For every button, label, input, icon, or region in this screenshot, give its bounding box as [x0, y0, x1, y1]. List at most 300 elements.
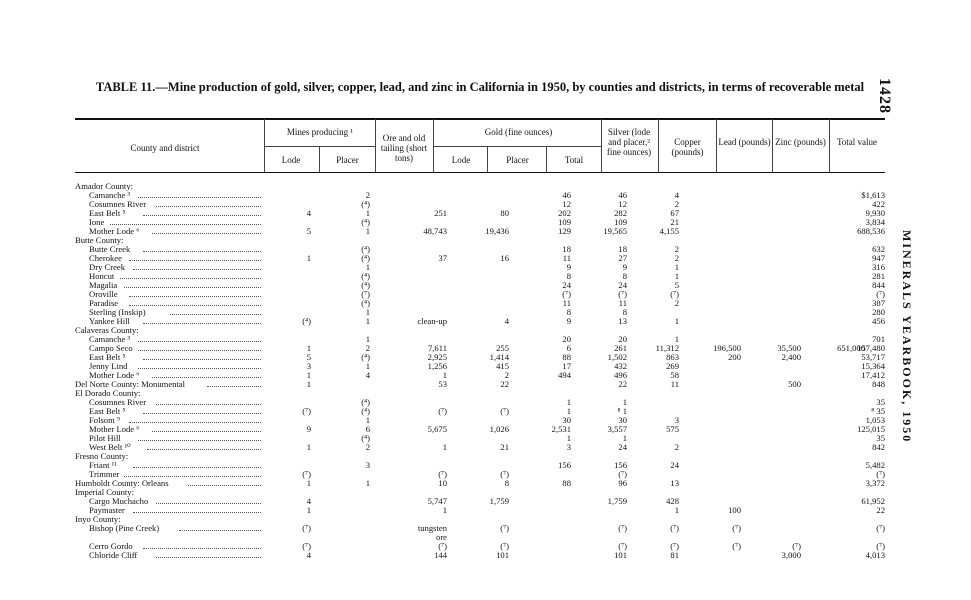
cell-gtotal: 96 — [618, 478, 627, 488]
cell-glode: 2 — [504, 370, 509, 380]
cell-silver: 2 — [674, 442, 679, 452]
cell-silver: 1 — [674, 271, 679, 281]
dot-leader — [138, 434, 261, 441]
row-name: Fresno County: — [75, 451, 129, 461]
dot-leader — [133, 461, 261, 468]
cell-gtotal: 3,557 — [607, 424, 627, 434]
table-row — [75, 182, 885, 191]
cell-lode: 1 — [306, 505, 311, 515]
row-name: Mother Lode ⁶ — [89, 424, 140, 434]
cell-gplacer: 12 — [562, 199, 571, 209]
table-row — [75, 425, 885, 434]
cell-silver: 5 — [674, 280, 679, 290]
cell-lode: 5 — [306, 226, 311, 236]
cell-lode: 4 — [306, 208, 311, 218]
cell-copper: (⁷) — [732, 541, 741, 551]
header-gold-lode: Lode — [451, 155, 471, 165]
cell-silver: 21 — [670, 217, 679, 227]
cell-glode: 101 — [496, 550, 509, 560]
row-name: East Belt ⁵ — [89, 208, 126, 218]
cell-glode: (⁷) — [500, 523, 509, 533]
dot-leader — [120, 272, 261, 279]
cell-gplacer: 1 — [566, 433, 571, 443]
cell-placer: (⁷) — [361, 289, 370, 299]
cell-gtotal: (⁷) — [618, 469, 627, 479]
cell-gtotal: 46 — [618, 190, 627, 200]
cell-gtotal: 18 — [618, 244, 627, 254]
row-name: Yankee Hill — [89, 316, 130, 326]
cell-silver: 863 — [666, 352, 679, 362]
dot-leader — [152, 425, 261, 432]
cell-total: (⁷) — [876, 469, 885, 479]
row-name: Honcut — [89, 271, 115, 281]
cell-total: 17,412 — [861, 370, 885, 380]
cell-gtotal: 1 — [622, 433, 627, 443]
cell-placer: 1 — [365, 316, 370, 326]
cell-silver: 81 — [670, 550, 679, 560]
cell-total: 61,952 — [861, 496, 885, 506]
cell-glode: 22 — [500, 379, 509, 389]
cell-lead: (⁷) — [792, 541, 801, 551]
cell-gtotal: 9 — [622, 262, 627, 272]
cell-placer: 1 — [365, 361, 370, 371]
cell-total: 157,480 — [857, 343, 885, 353]
cell-gtotal: 30 — [618, 415, 627, 425]
header-copper: Copper (pounds) — [671, 137, 704, 157]
table-row — [75, 299, 885, 308]
dot-leader — [143, 542, 261, 549]
table-row — [75, 533, 885, 542]
cell-placer: 1 — [365, 307, 370, 317]
row-name: Calaveras County: — [75, 325, 139, 335]
cell-gplacer: 20 — [562, 334, 571, 344]
cell-glode: 1,759 — [489, 496, 509, 506]
cell-lead: 2,400 — [781, 352, 801, 362]
row-name: Pilot Hill — [89, 433, 121, 443]
row-name: Cosumnes River — [89, 397, 147, 407]
cell-silver: 11,312 — [655, 343, 679, 353]
cell-gtotal: 8 — [622, 271, 627, 281]
cell-glode: 19,436 — [485, 226, 509, 236]
cell-gtotal: 109 — [614, 217, 627, 227]
cell-ore: 53 — [438, 379, 447, 389]
cell-total: (⁷) — [876, 523, 885, 533]
row-name: Bishop (Pine Creek) — [89, 523, 160, 533]
row-name: Butte Creek — [89, 244, 131, 254]
table-row — [75, 488, 885, 497]
cell-placer: 6 — [365, 424, 370, 434]
table-row — [75, 515, 885, 524]
cell-gtotal: (⁷) — [618, 523, 627, 533]
header-mines-lode: Lode — [281, 155, 301, 165]
cell-gtotal: 282 — [614, 208, 627, 218]
cell-gtotal: 19,565 — [603, 226, 627, 236]
row-name: Butte County: — [75, 235, 124, 245]
table-row — [75, 191, 885, 200]
header-gold-placer: Placer — [506, 155, 529, 165]
row-name: Camanche ³ — [89, 334, 130, 344]
cell-gtotal: 24 — [618, 280, 627, 290]
cell-gtotal: 156 — [614, 460, 627, 470]
row-name: Imperial County: — [75, 487, 134, 497]
dot-leader — [138, 191, 261, 198]
cell-lode: (⁷) — [302, 541, 311, 551]
cell-ore: ore — [436, 532, 447, 542]
cell-ore: 144 — [434, 550, 447, 560]
cell-placer: (⁴) — [361, 217, 370, 227]
cell-lode: 1 — [306, 343, 311, 353]
col-divider — [546, 147, 547, 172]
cell-placer: (⁴) — [361, 406, 370, 416]
cell-gplacer: 18 — [562, 244, 571, 254]
cell-total: 947 — [872, 253, 885, 263]
table-row — [75, 479, 885, 488]
cell-total: 848 — [872, 379, 885, 389]
cell-total: 22 — [876, 505, 885, 515]
header-lead: Lead (pounds) — [718, 137, 771, 147]
cell-placer: 2 — [365, 343, 370, 353]
cell-glode: 415 — [496, 361, 509, 371]
cell-ore: (⁷) — [438, 541, 447, 551]
cell-glode: 4 — [504, 316, 509, 326]
table-row — [75, 470, 885, 479]
cell-gplacer: 1 — [566, 406, 571, 416]
dot-leader — [133, 506, 261, 513]
cell-silver: 13 — [670, 478, 679, 488]
table-row — [75, 308, 885, 317]
cell-gtotal: 11 — [618, 298, 627, 308]
cell-placer: 1 — [365, 478, 370, 488]
cell-lead: 500 — [788, 379, 801, 389]
dot-leader — [179, 524, 261, 531]
cell-gplacer: 109 — [558, 217, 571, 227]
cell-lode: 1 — [306, 370, 311, 380]
col-divider — [658, 119, 659, 172]
cell-copper: 100 — [728, 505, 741, 515]
cell-lode: 4 — [306, 550, 311, 560]
table-row — [75, 272, 885, 281]
cell-lode: 1 — [306, 379, 311, 389]
cell-ore: 7,611 — [427, 343, 447, 353]
col-divider — [487, 147, 488, 172]
col-divider — [433, 119, 434, 172]
cell-placer: 2 — [365, 190, 370, 200]
cell-total: 9,930 — [865, 208, 885, 218]
cell-total: 125,015 — [857, 424, 885, 434]
cell-placer: (⁴) — [361, 433, 370, 443]
cell-silver: 1 — [674, 262, 679, 272]
running-head: MINERALS YEARBOOK, 1950 — [900, 230, 914, 444]
cell-total: (⁷) — [876, 541, 885, 551]
cell-gplacer: 11 — [562, 253, 571, 263]
cell-lead: 35,500 — [777, 343, 801, 353]
table-row — [75, 200, 885, 209]
cell-gplacer: 156 — [558, 460, 571, 470]
cell-placer: (⁴) — [361, 253, 370, 263]
cell-placer: (⁴) — [361, 271, 370, 281]
cell-glode: 21 — [500, 442, 509, 452]
dot-leader — [138, 335, 261, 342]
cell-lode: 3 — [306, 361, 311, 371]
cell-gtotal: 13 — [618, 316, 627, 326]
cell-total: 387 — [872, 298, 885, 308]
cell-placer: (⁴) — [361, 280, 370, 290]
cell-gtotal: 20 — [618, 334, 627, 344]
dot-leader — [129, 290, 261, 297]
cell-ore: 2,925 — [427, 352, 447, 362]
cell-gplacer: (⁷) — [562, 289, 571, 299]
header-ore: Ore and old tailing (short tons) — [380, 133, 428, 163]
cell-placer: 1 — [365, 226, 370, 236]
cell-total: 15,364 — [861, 361, 885, 371]
table-row — [75, 398, 885, 407]
cell-gtotal: 496 — [614, 370, 627, 380]
cell-total: 53,717 — [861, 352, 885, 362]
col-divider — [829, 119, 830, 172]
cell-glode: (⁷) — [500, 469, 509, 479]
dot-leader — [143, 317, 261, 324]
cell-ore: 1 — [442, 370, 447, 380]
cell-copper: 200 — [728, 352, 741, 362]
cell-glode: 16 — [500, 253, 509, 263]
table-row — [75, 551, 885, 560]
cell-total: 35 — [876, 397, 885, 407]
cell-total: 316 — [872, 262, 885, 272]
table-row — [75, 434, 885, 443]
dot-leader — [129, 299, 261, 306]
header-county: County and district — [130, 143, 200, 153]
dot-leader — [156, 398, 261, 405]
cell-copper: 196,500 — [713, 343, 741, 353]
cell-total: ⁸ 35 — [871, 406, 885, 416]
cell-total: 35 — [876, 433, 885, 443]
cell-ore: 10 — [438, 478, 447, 488]
header-mines-placer: Placer — [336, 155, 359, 165]
row-name: Mother Lode ⁶ — [89, 370, 140, 380]
cell-ore: (⁷) — [438, 406, 447, 416]
row-name: Chloride Cliff — [89, 550, 138, 560]
cell-ore: 251 — [434, 208, 447, 218]
cell-ore: 48,743 — [423, 226, 447, 236]
dot-leader — [152, 371, 261, 378]
row-name: West Belt ¹⁰ — [89, 442, 131, 452]
cell-silver: (⁷) — [670, 289, 679, 299]
row-name: Paymaster — [89, 505, 125, 515]
col-divider — [716, 119, 717, 172]
table-row — [75, 290, 885, 299]
dot-leader — [143, 407, 261, 414]
table-row — [75, 452, 885, 461]
table-row — [75, 209, 885, 218]
dot-leader — [124, 281, 261, 288]
row-name: Ione — [89, 217, 105, 227]
cell-gplacer: 8 — [566, 307, 571, 317]
table-row — [75, 389, 885, 398]
cell-gplacer: 8 — [566, 271, 571, 281]
dot-leader — [156, 200, 261, 207]
cell-gplacer: 1 — [566, 397, 571, 407]
cell-total: 688,536 — [857, 226, 885, 236]
col-divider — [375, 119, 376, 172]
cell-total: 1,053 — [865, 415, 885, 425]
cell-lode: (⁷) — [302, 469, 311, 479]
cell-silver: 4 — [674, 190, 679, 200]
cell-placer: 4 — [365, 370, 370, 380]
cell-ore: clean-up — [417, 316, 447, 326]
cell-gplacer: 46 — [562, 190, 571, 200]
cell-silver: 269 — [666, 361, 679, 371]
table-row — [75, 497, 885, 506]
cell-ore: tungsten — [417, 523, 447, 533]
table-title: TABLE 11.—Mine production of gold, silver, copper, lead, and zinc in California in 1950, by counties and districts, in terms of recoverable metal — [95, 80, 865, 94]
table-row — [75, 443, 885, 452]
cell-placer: (⁴) — [361, 397, 370, 407]
cell-gplacer: 88 — [562, 352, 571, 362]
dot-leader — [138, 362, 261, 369]
cell-gplacer: 17 — [562, 361, 571, 371]
dot-leader — [124, 470, 261, 477]
header-gold: Gold (fine ounces) — [484, 127, 553, 137]
cell-silver: 4,155 — [659, 226, 679, 236]
cell-placer: (⁴) — [361, 352, 370, 362]
dot-leader — [138, 344, 261, 351]
dot-leader — [147, 443, 261, 450]
cell-silver: 1 — [674, 334, 679, 344]
dot-leader — [143, 245, 261, 252]
row-name: Cargo Muchacho — [89, 496, 149, 506]
header-mines: Mines producing ¹ — [286, 127, 354, 137]
table-row — [75, 353, 885, 362]
table-row — [75, 362, 885, 371]
cell-total: (⁷) — [876, 289, 885, 299]
header-zinc: Zinc (pounds) — [775, 137, 826, 147]
row-name: Mother Lode ⁶ — [89, 226, 140, 236]
cell-gplacer: 129 — [558, 226, 571, 236]
dot-leader — [170, 308, 261, 315]
cell-zinc: 651,000 — [837, 343, 865, 353]
cell-total: 3,372 — [865, 478, 885, 488]
row-name: Cherokee — [89, 253, 122, 263]
col-divider — [772, 119, 773, 172]
page-number: 1428 — [876, 78, 893, 114]
header-total-value: Total value — [836, 137, 878, 147]
cell-glode: 8 — [504, 478, 509, 488]
dot-leader — [129, 416, 261, 423]
cell-silver: 1 — [674, 505, 679, 515]
table-row — [75, 380, 885, 389]
cell-glode: 255 — [496, 343, 509, 353]
table-row — [75, 317, 885, 326]
row-name: Paradise — [89, 298, 119, 308]
cell-lode: 1 — [306, 442, 311, 452]
table-row — [75, 371, 885, 380]
cell-silver: (⁷) — [670, 523, 679, 533]
cell-silver: 67 — [670, 208, 679, 218]
header-gold-total: Total — [564, 155, 584, 165]
table-row — [75, 218, 885, 227]
cell-lead: 3,000 — [781, 550, 801, 560]
dot-leader — [156, 497, 261, 504]
cell-total: 4,013 — [865, 550, 885, 560]
table-row — [75, 407, 885, 416]
table-row — [75, 335, 885, 344]
cell-lode: (⁴) — [302, 316, 311, 326]
cell-gtotal: 1,502 — [607, 352, 627, 362]
cell-gtotal: 101 — [614, 550, 627, 560]
cell-gplacer: 24 — [562, 280, 571, 290]
col-divider — [319, 147, 320, 172]
cell-total: 280 — [872, 307, 885, 317]
cell-gplacer: 30 — [562, 415, 571, 425]
cell-lode: (⁷) — [302, 523, 311, 533]
cell-gtotal: 261 — [614, 343, 627, 353]
row-name: Magalia — [89, 280, 118, 290]
dot-leader — [207, 380, 261, 387]
table-row — [75, 461, 885, 470]
cell-gplacer: 9 — [566, 316, 571, 326]
cell-gplacer: 88 — [562, 478, 571, 488]
cell-glode: 1,026 — [489, 424, 509, 434]
table-row — [75, 344, 885, 353]
cell-gtotal: 24 — [618, 442, 627, 452]
cell-silver: 428 — [666, 496, 679, 506]
header-silver: Silver (lode and placer,² fine ounces) — [606, 127, 652, 157]
header-bottom-rule — [75, 172, 885, 173]
cell-lode: 4 — [306, 496, 311, 506]
cell-gtotal: 1,759 — [607, 496, 627, 506]
dot-leader — [188, 479, 261, 486]
row-name: Oroville — [89, 289, 118, 299]
cell-gtotal: 12 — [618, 199, 627, 209]
row-name: Friant ¹¹ — [89, 460, 117, 470]
table-row — [75, 227, 885, 236]
cell-placer: 2 — [365, 442, 370, 452]
col-divider — [264, 119, 265, 172]
row-name: El Dorado County: — [75, 388, 141, 398]
table-row — [75, 263, 885, 272]
cell-silver: 575 — [666, 424, 679, 434]
cell-total: 5,482 — [865, 460, 885, 470]
cell-placer: (⁴) — [361, 298, 370, 308]
cell-placer: 1 — [365, 208, 370, 218]
dot-leader — [133, 263, 261, 270]
cell-gtotal: 8 — [622, 307, 627, 317]
table-row — [75, 281, 885, 290]
table-row — [75, 236, 885, 245]
table-top-rule — [75, 118, 885, 120]
row-name: Trimmer — [89, 469, 120, 479]
row-name: Inyo County: — [75, 514, 121, 524]
cell-silver: 2 — [674, 199, 679, 209]
table-row — [75, 245, 885, 254]
cell-silver: 1 — [674, 316, 679, 326]
cell-glode: 1,414 — [489, 352, 509, 362]
row-name: Dry Creek — [89, 262, 126, 272]
cell-silver: 3 — [674, 415, 679, 425]
dot-leader — [156, 551, 261, 558]
cell-gtotal: ⁸ 1 — [617, 406, 627, 416]
table-row — [75, 254, 885, 263]
cell-placer: 1 — [365, 262, 370, 272]
cell-total: 3,834 — [865, 217, 885, 227]
cell-silver: 2 — [674, 298, 679, 308]
header-subrule-gold — [433, 146, 601, 147]
cell-silver: 58 — [670, 370, 679, 380]
col-divider — [601, 119, 602, 172]
cell-silver: 2 — [674, 253, 679, 263]
cell-ore: 5,675 — [427, 424, 447, 434]
cell-gtotal: (⁷) — [618, 289, 627, 299]
